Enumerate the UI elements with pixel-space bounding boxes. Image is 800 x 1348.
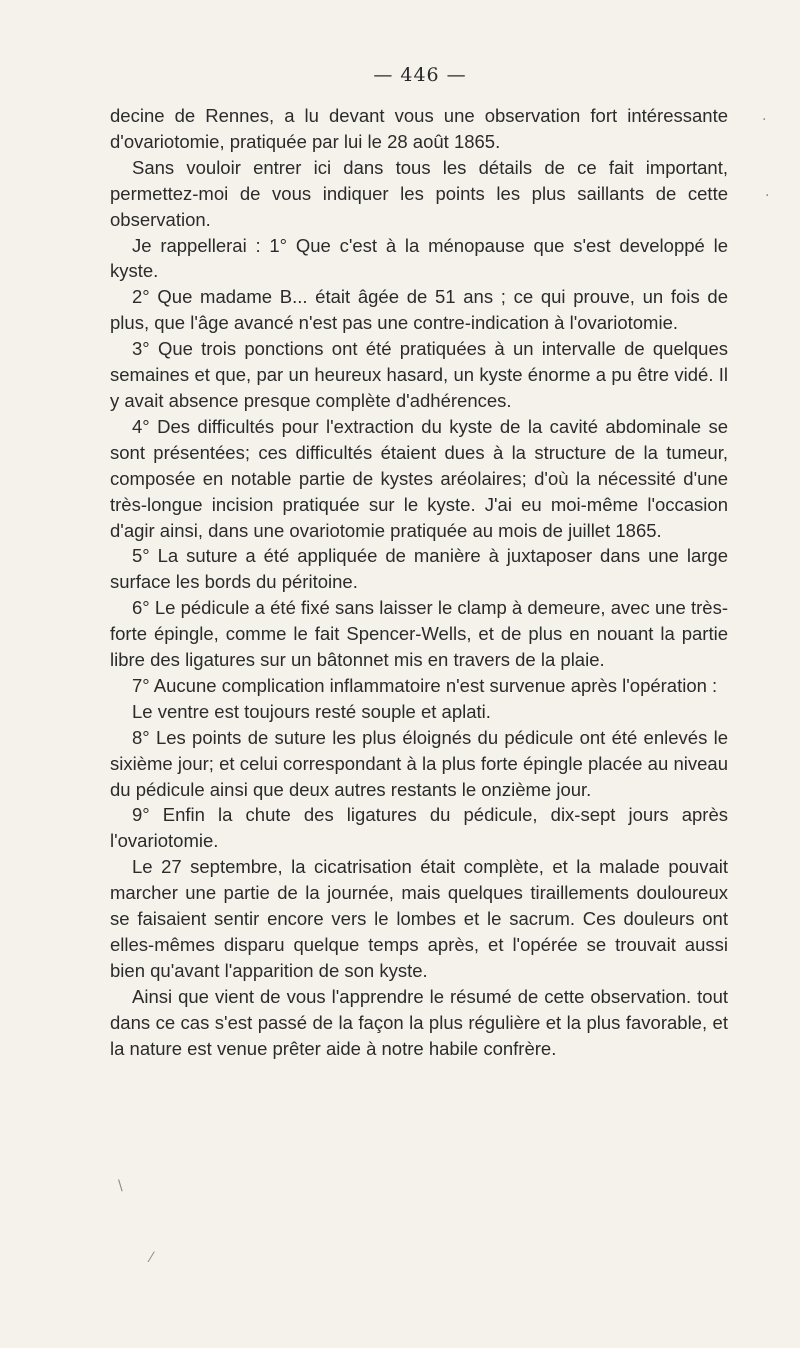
paragraph-14: Ainsi que vient de vous l'apprendre le résumé de cette observation. tout dans ce cas s'est passé de la façon la plus régulière et la plus favorable, et la nature est venue prêter aide à notre habile confrère. bbox=[110, 985, 728, 1059]
paragraph-3: Je rappellerai : 1° Que c'est à la ménopause que s'est developpé le kyste. bbox=[110, 234, 728, 282]
paragraph-2: Sans vouloir entrer ici dans tous les détails de ce fait important, permettez-moi de vous indiquer les points les plus saillants de cette observation. bbox=[110, 156, 728, 230]
paper-speck: · bbox=[765, 188, 770, 204]
paragraph-8: 6° Le pédicule a été fixé sans laisser le clamp à demeure, avec une très-forte épingle, comme le fait Spencer-Wells, et de plus en nouant la partie libre des ligatures sur un bâtonnet mis en travers de la plaie. bbox=[110, 597, 728, 671]
paragraph-12: 9° Enfin la chute des ligatures du pédicule, dix-sept jours après l'ovariotomie. bbox=[110, 804, 728, 852]
paragraph-6: 4° Des difficultés pour l'extraction du kyste de la cavité abdominale se sont présentées; ces difficultés étaient dues à la structure de la tumeur, composée en notable partie de kystes aréolaires; d'où la nécessité d'une très-longue incision pratiquée sur le kyste. J'ai eu moi-même l'occasion d'agir ainsi, dans une ovariotomie pratiquée au mois de juillet 1865. bbox=[110, 415, 728, 541]
paragraph-5: 3° Que trois ponctions ont été pratiquées à un intervalle de quelques semaines et que, par un heureux hasard, un kyste énorme a pu être vidé. Il y avait absence presque complète d'adhérences. bbox=[110, 338, 728, 411]
paragraph-13: Le 27 septembre, la cicatrisation était complète, et la malade pouvait marcher une partie de la journée, mais quelques tiraillements douloureux se faisaient sentir encore vers le lombes et le sacrum. Ces douleurs ont elles-mêmes disparu quelque temps après, et l'opérée se trouvait aussi bien qu'avant l'apparition de son kyste. bbox=[110, 856, 728, 981]
paragraph-11: 8° Les points de suture les plus éloignés du pédicule ont été enlevés le sixième jour; et celui correspondant à la plus forte épingle placée au niveau du pédicule ainsi que deux autres restants le onzième jour. bbox=[110, 726, 728, 800]
paragraph-4: 2° Que madame B... était âgée de 51 ans ; ce qui prouve, un fois de plus, que l'âge avancé n'est pas une contre-indication à l'ovariotomie. bbox=[110, 286, 728, 334]
page-number: — 446 — bbox=[373, 64, 467, 86]
paragraph-9: 7° Aucune complication inflammatoire n'est survenue après l'opération : bbox=[132, 674, 718, 696]
paper-speck: ⁄ bbox=[150, 1250, 153, 1266]
body-text bbox=[110, 103, 728, 1062]
paragraph-10: Le ventre est toujours resté souple et aplati. bbox=[132, 700, 491, 722]
paragraph-1: decine de Rennes, a lu devant vous une observation fort intéressante d'ovariotomie, pratiquée par lui le 28 août 1865. bbox=[110, 105, 728, 152]
paragraph-7: 5° La suture a été appliquée de manière à juxtaposer dans une large surface les bords du péritoine. bbox=[110, 545, 728, 593]
paper-speck: · bbox=[762, 112, 767, 128]
paper-speck: \ bbox=[118, 1178, 123, 1194]
